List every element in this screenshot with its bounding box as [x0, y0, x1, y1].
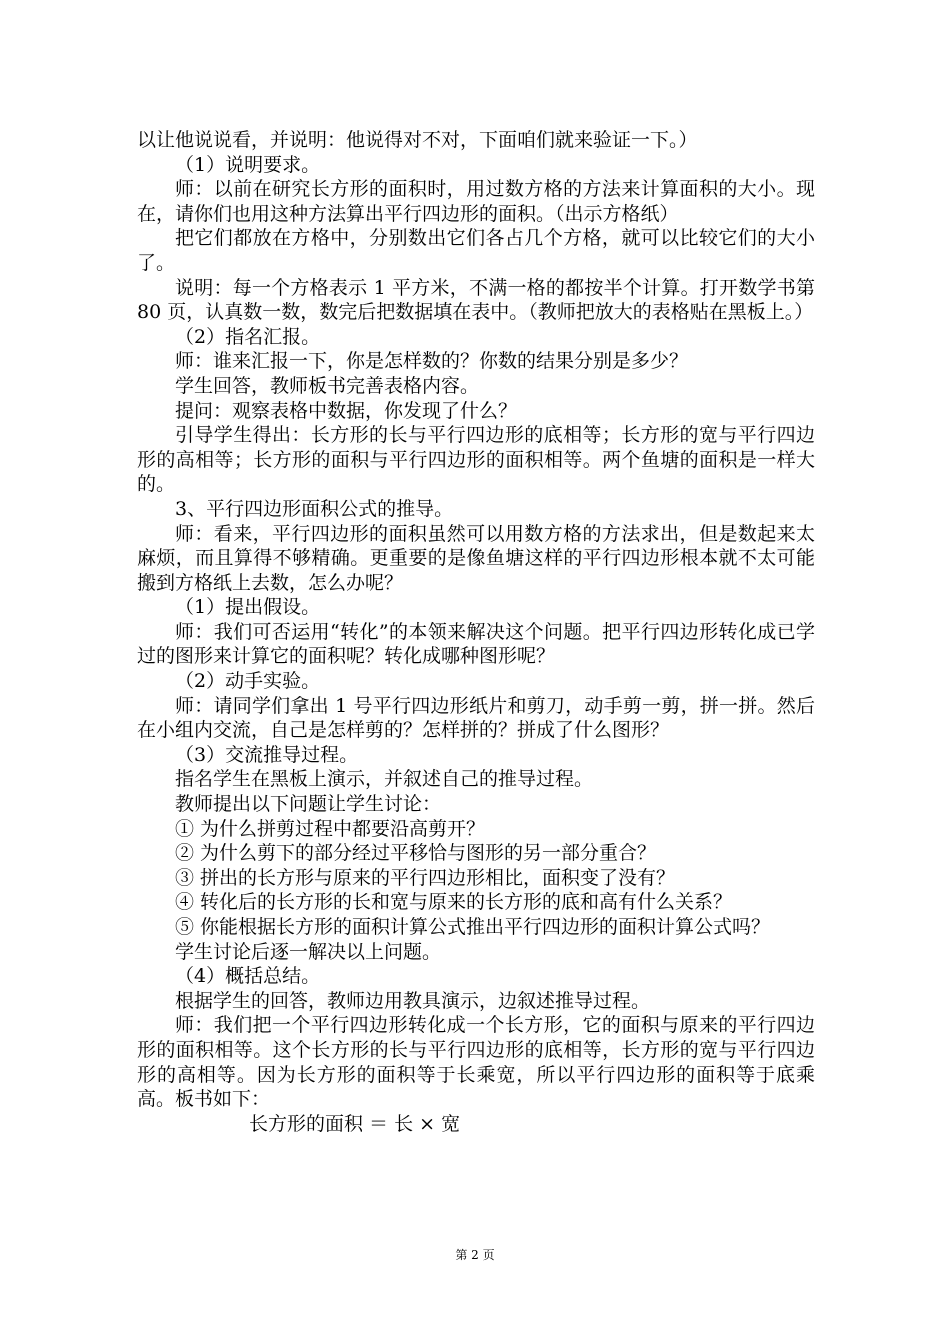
- paragraph: 学生回答，教师板书完善表格内容。: [175, 374, 480, 397]
- paragraph: 根据学生的回答，教师边用教具演示，边叙述推导过程。: [175, 989, 651, 1012]
- question-item: ⑤ 你能根据长方形的面积计算公式推出平行四边形的面积计算公式吗？: [175, 916, 771, 938]
- paragraph: 引导学生得出：长方形的长与平行四边形的底相等；长方形的宽与平行四边形的高相等；长方形的面积与平行四边形的面积相等。两个鱼塘的面积是一样大的。: [137, 424, 815, 496]
- paragraph: （3）交流推导过程。: [175, 743, 359, 766]
- paragraph: 师：我们把一个平行四边形转化成一个长方形，它的面积与原来的平行四边形的面积相等。这个长方形的长与平行四边形的底相等，长方形的宽与平行四边形的高相等。因为长方形的面积等于长乘宽，所以平行四边形的面积等于底乘高。板书如下：: [137, 1014, 815, 1111]
- formula: 长方形的面积 ＝ 长 × 宽: [249, 1112, 461, 1135]
- paragraph: 以让他说说看，并说明：他说得对不对，下面咱们就来验证一下。）: [137, 129, 698, 151]
- paragraph: （1）提出假设。: [175, 596, 321, 619]
- paragraph: 师：谁来汇报一下，你是怎样数的？你数的结果分别是多少？: [175, 350, 689, 373]
- question-item: ② 为什么剪下的部分经过平移恰与图形的另一部分重合？: [175, 842, 657, 865]
- page-number: 第 2 页: [455, 1248, 495, 1262]
- section-heading: 3、平行四边形面积公式的推导。: [175, 497, 454, 520]
- paragraph: （2）动手实验。: [175, 670, 321, 693]
- paragraph: 学生讨论后逐一解决以上问题。: [175, 940, 442, 963]
- paragraph: （1）说明要求。: [175, 153, 321, 176]
- paragraph: 提问：观察表格中数据，你发现了什么？: [175, 399, 518, 422]
- document-body: [137, 128, 815, 1136]
- question-item: ③ 拼出的长方形与原来的平行四边形相比，面积变了没有？: [175, 866, 676, 889]
- paragraph: 师：看来，平行四边形的面积虽然可以用数方格的方法求出，但是数起来太麻烦，而且算得不够精确。更重要的是像鱼塘这样的平行四边形根本就不太可能搬到方格纸上去数，怎么办呢？: [137, 522, 815, 594]
- question-item: ① 为什么拼剪过程中都要沿高剪开？: [175, 817, 486, 840]
- paragraph: 把它们都放在方格中，分别数出它们各占几个方格，就可以比较它们的大小了。: [137, 227, 815, 274]
- paragraph: （2）指名汇报。: [175, 325, 321, 348]
- paragraph: 师：我们可否运用“转化”的本领来解决这个问题。把平行四边形转化成已学过的图形来计算它的面积呢？转化成哪种图形呢？: [137, 620, 815, 668]
- paragraph: 师：请同学们拿出 1 号平行四边形纸片和剪刀，动手剪一剪，拼一拼。然后在小组内交流，自己是怎样剪的？怎样拼的？拼成了什么图形？: [137, 694, 815, 742]
- paragraph: （4）概括总结。: [175, 965, 321, 988]
- paragraph: 师：以前在研究长方形的面积时，用过数方格的方法来计算面积的大小。现在，请你们也用这种方法算出平行四边形的面积。（出示方格纸）: [137, 178, 815, 225]
- paragraph: 说明：每一个方格表示 1 平方米，不满一格的都按半个计算。打开数学书第 80 页，认真数一数，数完后把数据填在表中。（教师把放大的表格贴在黑板上。）: [137, 276, 815, 324]
- paragraph: 指名学生在黑板上演示，并叙述自己的推导过程。: [175, 768, 594, 791]
- question-item: ④ 转化后的长方形的长和宽与原来的长方形的底和高有什么关系？: [175, 891, 733, 914]
- paragraph: 教师提出以下问题让学生讨论：: [175, 793, 442, 816]
